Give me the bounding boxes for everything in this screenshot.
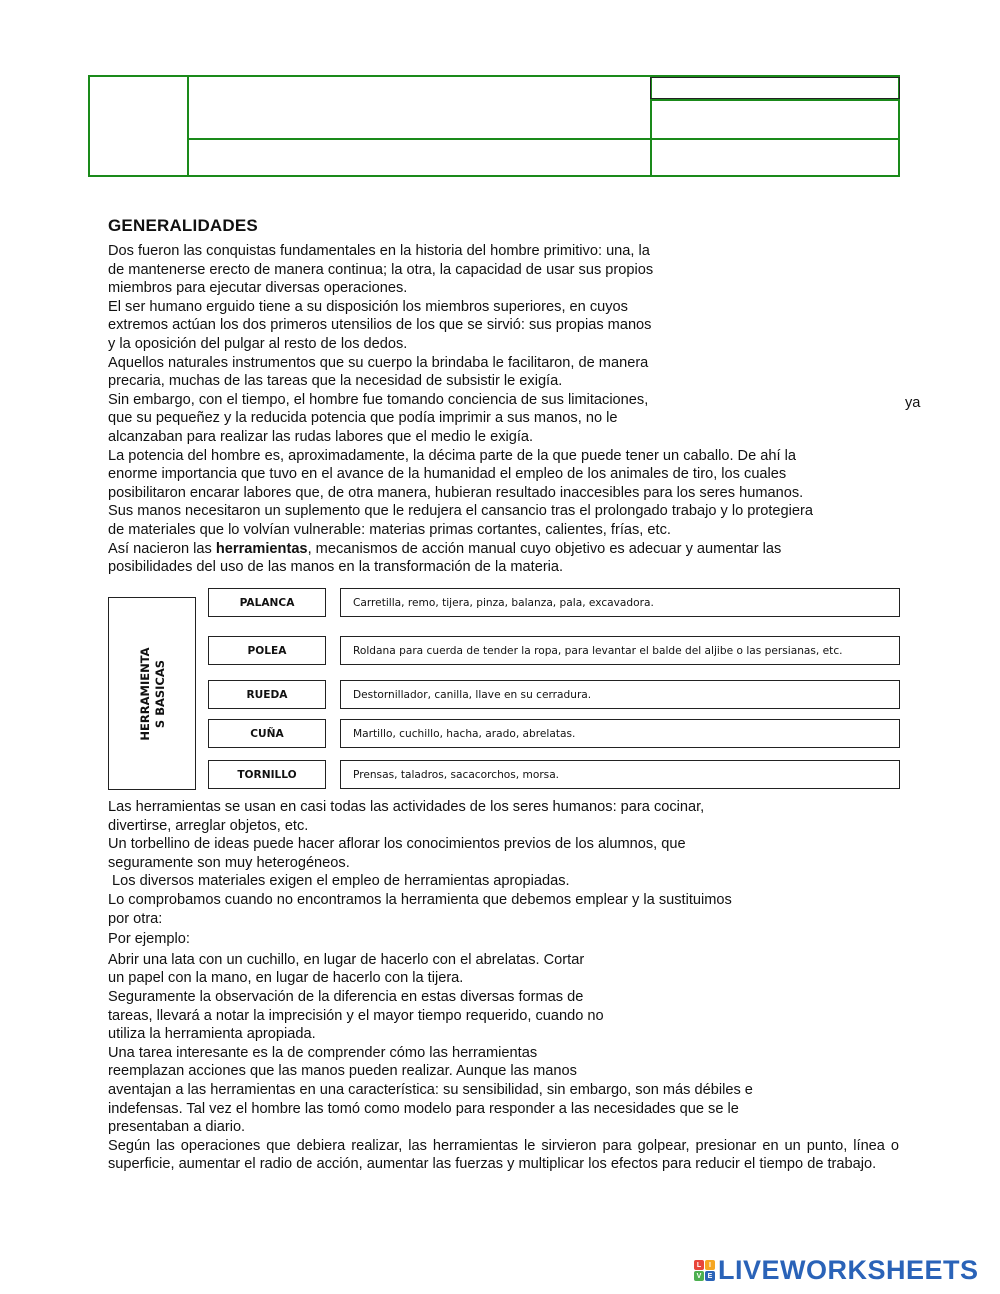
text-line: miembros para ejecutar diversas operaciones. — [108, 280, 408, 297]
section-title: GENERALIDADES — [108, 216, 258, 235]
header-table — [88, 75, 900, 177]
detached-word: ya — [905, 395, 921, 411]
text-line: reemplazan acciones que las manos pueden realizar. Aunque las manos — [108, 1063, 577, 1080]
text-line: de materiales que lo volvían vulnerable: materias primas cortantes, calientes, frías, etc. — [108, 521, 671, 538]
examples-box-polea: Roldana para cuerda de tender la ropa, para levantar el balde del aljibe o las persianas, etc. — [340, 636, 900, 665]
text-line: Las herramientas se usan en casi todas las actividades de los seres humanos: para cocinar, — [108, 799, 705, 815]
side-label-line-1: HERRAMIENTA — [138, 647, 152, 741]
logo-text: LIVEWORKSHEETS — [718, 1255, 979, 1285]
text-line: aventajan a las herramientas en una característica: su sensibilidad, sin embargo, son más débiles e — [108, 1081, 753, 1098]
text-line: La potencia del hombre es, aproximadamente, la décima parte de la que puede tener un caballo. De ahí la — [108, 447, 796, 464]
text-line-herramientas — [108, 540, 813, 559]
text-line: divertirse, arreglar objetos, etc. — [108, 817, 309, 834]
logo-mark-letter: L — [694, 1260, 704, 1270]
bold-term: herramientas — [215, 540, 308, 557]
text-line: presentaban a diario. — [108, 1119, 246, 1136]
text-line: Seguramente la observación de la diferencia en estas diversas formas de — [108, 988, 584, 1005]
header-divider-vertical-1 — [187, 77, 189, 175]
text-line: Abrir una lata con un cuchillo, en lugar de hacerlo con el abrelatas. Cortar — [108, 951, 585, 968]
text-line: extremos actúan los dos primeros utensilios de los que se sirvió: sus propias manos — [108, 317, 652, 334]
final-paragraph: Según las operaciones que debiera realizar, las herramientas le sirvieron para golpear, presionar en un punto, línea o superficie, aumentar el radio de acción, aumentar las fuerzas y multiplicar los efectos para reducir el tiempo de trabajo. — [108, 1137, 899, 1173]
text-line: de mantenerse erecto de manera continua; la otra, la capacidad de usar sus propios — [108, 261, 654, 278]
text-line: alcanzaban para realizar las rudas labores que el medio le exigía. — [108, 428, 534, 445]
text-line: Por ejemplo: — [108, 931, 190, 948]
text-line: El ser humano erguido tiene a su disposición los miembros superiores, en cuyos — [108, 298, 628, 315]
text-line: seguramente son muy heterogéneos. — [108, 854, 350, 871]
header-answer-box[interactable] — [650, 77, 900, 99]
text-line: y la oposición del pulgar al resto de los dedos. — [108, 335, 408, 352]
examples-box-tornillo: Prensas, taladros, sacacorchos, morsa. — [340, 760, 900, 789]
text-fragment: , mecanismos de acción manual cuyo objetivo es adecuar y aumentar las — [307, 540, 782, 557]
text-line: Un torbellino de ideas puede hacer aflorar los conocimientos previos de los alumnos, que — [108, 836, 686, 853]
logo-mark-letter: E — [705, 1271, 715, 1281]
text-fragment: Así nacieron las — [108, 540, 216, 557]
text-line: Aquellos naturales instrumentos que su cuerpo la brindaba le facilitaron, de manera — [108, 354, 649, 371]
text-line: un papel con la mano, en lugar de hacerlo con la tijera. — [108, 970, 464, 987]
logo-mark-letter: I — [705, 1260, 715, 1270]
category-box-polea: POLEA — [208, 636, 326, 665]
examples-box-rueda: Destornillador, canilla, llave en su cerradura. — [340, 680, 900, 709]
text-block-intro — [108, 242, 813, 577]
category-box-rueda: RUEDA — [208, 680, 326, 709]
examples-box-cuna: Martillo, cuchillo, hacha, arado, abrelatas. — [340, 719, 900, 748]
tools-diagram — [108, 595, 900, 791]
text-line: que su pequeñez y la reducida potencia que podía imprimir a sus manos, no le — [108, 410, 618, 427]
text-line: enorme importancia que tuvo en el avance de la humanidad el empleo de los animales de tiro, los cuales — [108, 466, 787, 483]
category-box-palanca: PALANCA — [208, 588, 326, 617]
text-line: posibilidades del uso de las manos en la transformación de la materia. — [108, 559, 564, 576]
text-block-usage — [108, 798, 899, 1174]
side-label-line-2: S BASICAS — [153, 659, 167, 729]
text-line: Lo comprobamos cuando no encontramos la herramienta que debemos emplear y la sustituimos — [108, 891, 732, 908]
text-line: Sin embargo, con el tiempo, el hombre fue tomando conciencia de sus limitaciones, — [108, 391, 649, 408]
text-line: Los diversos materiales exigen el empleo de herramientas apropiadas. — [108, 873, 570, 890]
text-line: utiliza la herramienta apropiada. — [108, 1026, 316, 1043]
text-line: indefensas. Tal vez el hombre las tomó como modelo para responder a las necesidades que se le — [108, 1100, 739, 1117]
category-box-cuna: CUÑA — [208, 719, 326, 748]
diagram-side-box — [108, 597, 196, 790]
text-line: tareas, llevará a notar la imprecisión y el mayor tiempo requerido, cuando no — [108, 1007, 604, 1024]
text-line: Dos fueron las conquistas fundamentales en la historia del hombre primitivo: una, la — [108, 243, 650, 259]
text-line: posibilitaron encarar labores que, de otra manera, hubieran resultado inaccesibles para los seres humanos. — [108, 484, 804, 501]
liveworksheets-logo — [694, 1255, 979, 1286]
diagram-side-label — [138, 647, 168, 740]
text-line: Una tarea interesante es la de comprender cómo las herramientas — [108, 1044, 538, 1061]
header-divider-horizontal-2 — [650, 99, 900, 101]
logo-mark-icon — [694, 1260, 715, 1281]
examples-box-palanca: Carretilla, remo, tijera, pinza, balanza, pala, excavadora. — [340, 588, 900, 617]
text-line: por otra: — [108, 910, 163, 927]
header-divider-horizontal-1 — [187, 138, 900, 140]
text-line: precaria, muchas de las tareas que la necesidad de subsistir le exigía. — [108, 373, 563, 390]
logo-mark-letter: V — [694, 1271, 704, 1281]
category-box-tornillo: TORNILLO — [208, 760, 326, 789]
text-line: Sus manos necesitaron un suplemento que le redujera el cansancio tras el prolongado trabajo y lo protegiera — [108, 503, 813, 520]
